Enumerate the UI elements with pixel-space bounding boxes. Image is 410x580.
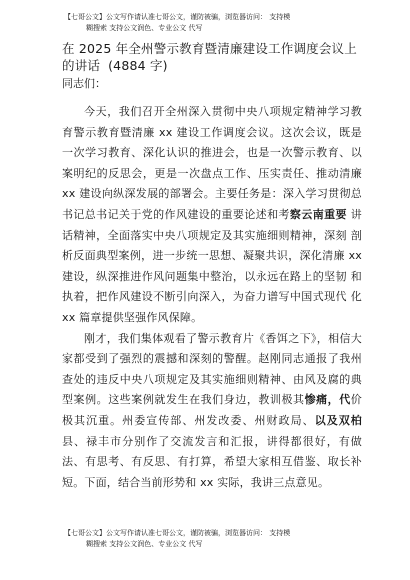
paragraph-1-bold: 察云南重要 [289, 207, 347, 221]
greeting: 同志们： [62, 77, 106, 90]
paragraph-2-bold-2: 以及双柏 [314, 413, 362, 427]
footer-banner [64, 528, 380, 550]
header-banner [64, 12, 380, 34]
title-text: 在 2025 年全州警示教育暨清廉建设工作调度会议上的讲话 [62, 41, 357, 73]
document-title [62, 40, 362, 74]
header-banner-line-1: 【七哥公文】公文写作请认准七哥公文，谨防被骗，浏览器访问： 支持模 [64, 13, 291, 21]
paragraph-2-text-b: 价极其沉重。州委宣传部、州发改委、州财政局、 [62, 393, 362, 427]
paragraph-2 [62, 329, 362, 494]
footer-banner-line-2: 糊搜索 支持公文润色、专业公文 代写 [86, 540, 203, 548]
header-banner-line-2: 糊搜索 支持公文润色、专业公文 代写 [86, 24, 203, 32]
footer-banner-line-1: 【七哥公文】公文写作请认准七哥公文，谨防被骗，浏览器访问： 支持模 [64, 529, 291, 537]
paragraph-2-text-c: 县、禄丰市分别作了交流发言和汇报，讲得都很好，有做法、有思考、有反思、有打算，希望大家相互借鉴、取长补短。下面，结合当前形势和 xx 实际，我讲三点意见。 [62, 434, 362, 489]
document-body [62, 40, 362, 493]
paragraph-1 [62, 102, 362, 329]
paragraph-1-text-b: 讲话精神，全面落实中央八项规定及其实施细则精神，深刻 剖析反面典型案例，进一步统一思想、凝聚共识，深化清廉 xx 建设，纵深推进作风问题集中整治，以永远在路上的坚韧 和执着，把作风建设不断引向深入，为奋力谱写中国式现代 化 xx 篇章提供坚强作风保障。 [62, 207, 362, 324]
paragraph-2-bold-1: 惨痛，代 [304, 393, 351, 407]
paragraph-1-text-a: 今天，我们召开全州深入贯彻中央八项规定精神学习教育警示教育暨清廉 xx 建设工作调度会议。这次会议，既是一次学习教育、深化认识的推进会，也是一次警示教育、以 案明纪的反思会，更是一次盘点工作、压实责任、推动清廉 xx 建设向纵深发展的部署会。主要任务是：深入学习贯彻总 书记总书记关于党的作风建设的重要论述和考 [62, 105, 362, 221]
paragraph-2-text-a: 刚才，我们集体观看了警示教育片《香饵之下》，相信大家都受到了强烈的震撼和深刻的警醒。赵刚同志通报了我州查处的违反中央八项规定及其实施细则精神、由风及腐的典型案例。这些案例就发生在我们身边，教训极其 [62, 331, 362, 407]
word-count: (4884 字) [108, 58, 168, 73]
